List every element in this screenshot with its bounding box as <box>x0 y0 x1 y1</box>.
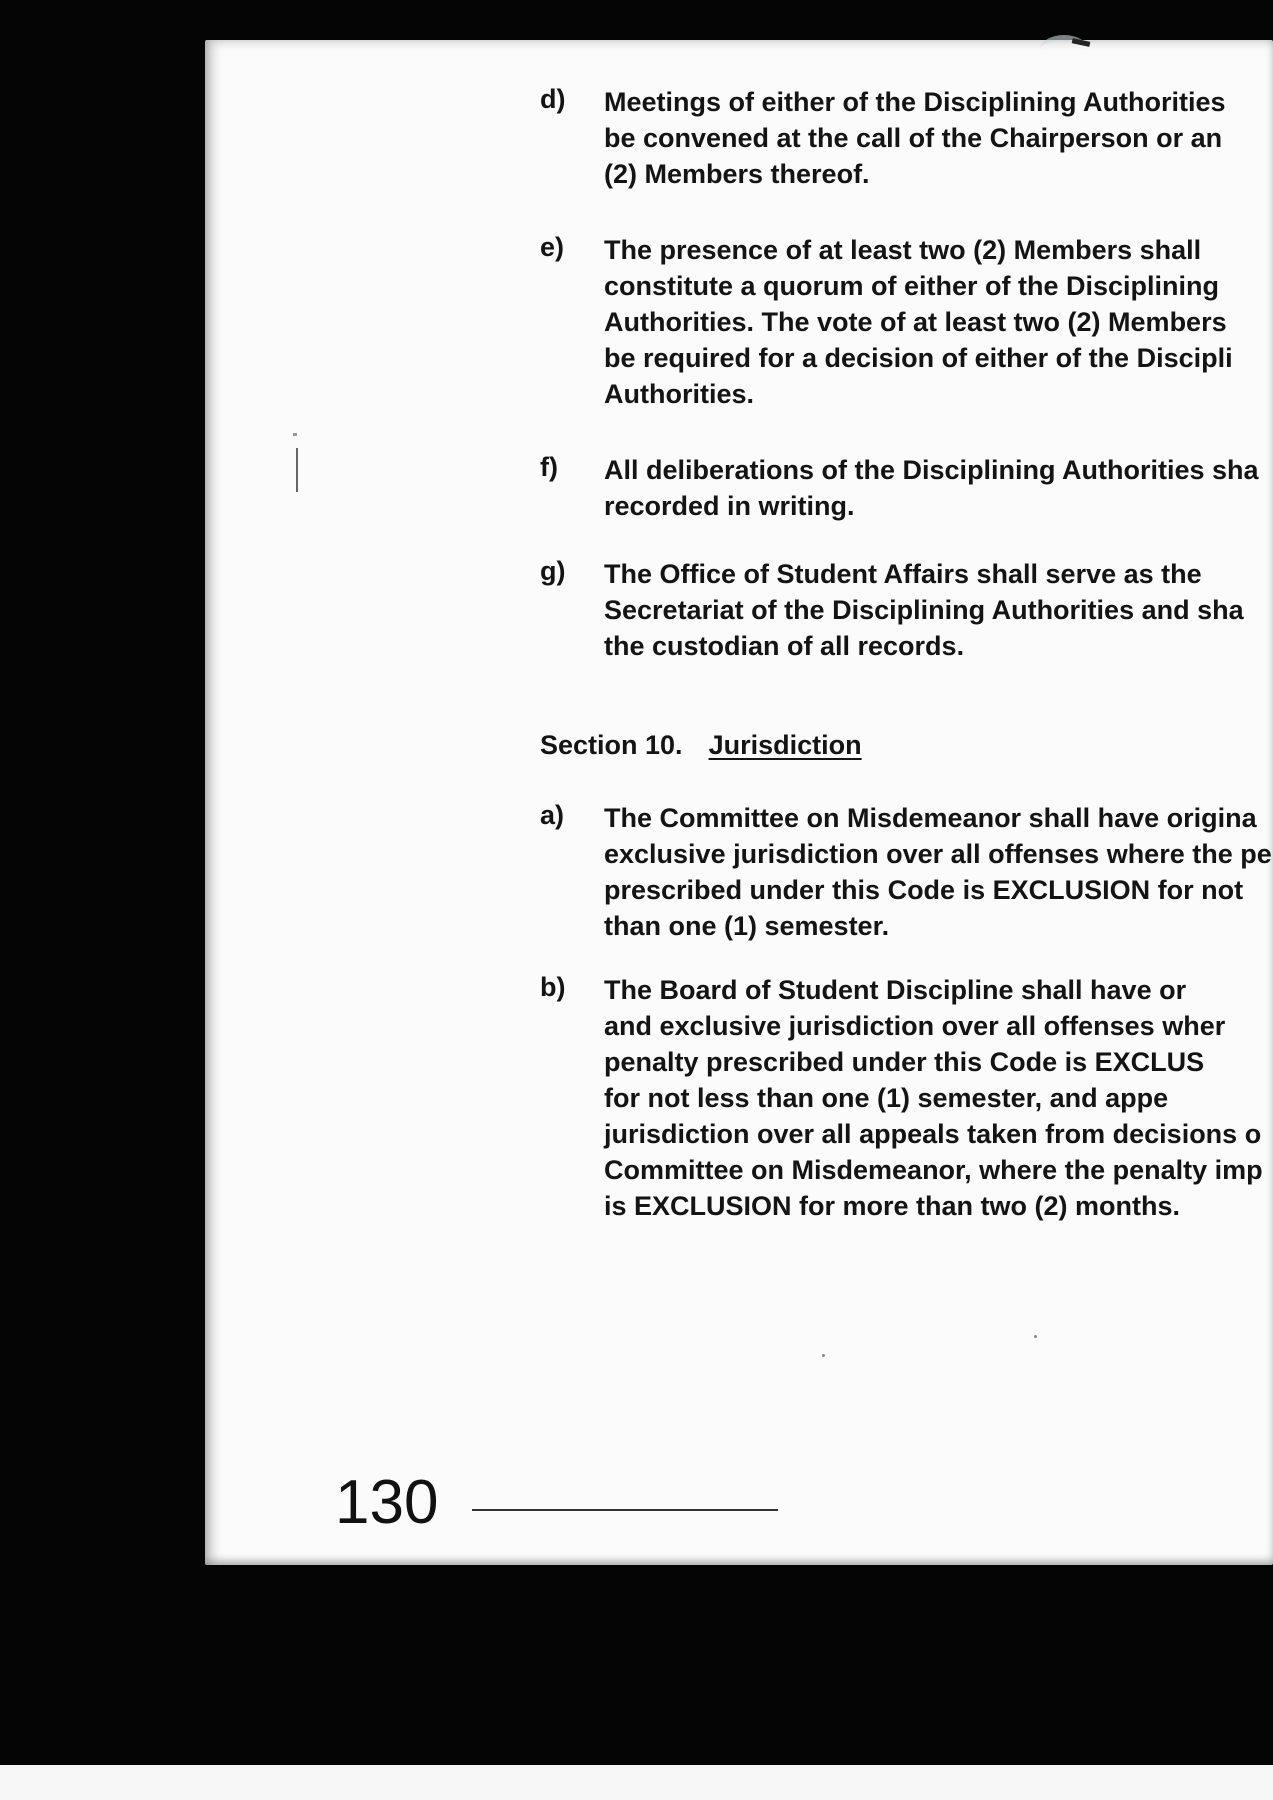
section-number: Section 10. <box>540 730 683 760</box>
clause-text: The Board of Student Discipline shall have or and exclusive jurisdiction over all offenses wher penalty prescribed under this Code is EXCLUS for not less than one (1) semester, and appe jurisdiction over all appeals taken from decisions o Committee on Misdemeanor, where the penalty imp is EXCLUSION for more than two (2) months. <box>604 975 1263 1221</box>
clause-text: The Office of Student Affairs shall serve as the Secretariat of the Disciplining Authorities and sha the custodian of all records. <box>604 559 1244 661</box>
clause-text: All deliberations of the Disciplining Authorities sha recorded in writing. <box>604 455 1259 521</box>
clause-text: Meetings of either of the Disciplining Authorities be convened at the call of the Chairperson or an (2) Members thereof. <box>604 87 1226 189</box>
clause-label: d) <box>540 84 566 114</box>
section-title: Jurisdiction <box>708 730 862 760</box>
clause-label: b) <box>540 972 566 1002</box>
page-number: 130 <box>335 1468 439 1537</box>
clause-label: g) <box>540 556 566 586</box>
clause-label: f) <box>540 452 558 482</box>
clause-label: a) <box>540 800 565 830</box>
section-heading <box>540 730 862 761</box>
clause-text: The presence of at least two (2) Members shall constitute a quorum of either of the Disciplining Authorities. The vote of at least two (2) Members be required for a decision of either of the Discipli Authorities. <box>604 235 1233 409</box>
page-number-rule <box>472 1509 778 1511</box>
clause-label: e) <box>540 232 565 262</box>
clause-text: The Committee on Misdemeanor shall have origina exclusive jurisdiction over all offenses where the pe prescribed under this Code is EXCLUSION for not than one (1) semester. <box>604 803 1272 941</box>
